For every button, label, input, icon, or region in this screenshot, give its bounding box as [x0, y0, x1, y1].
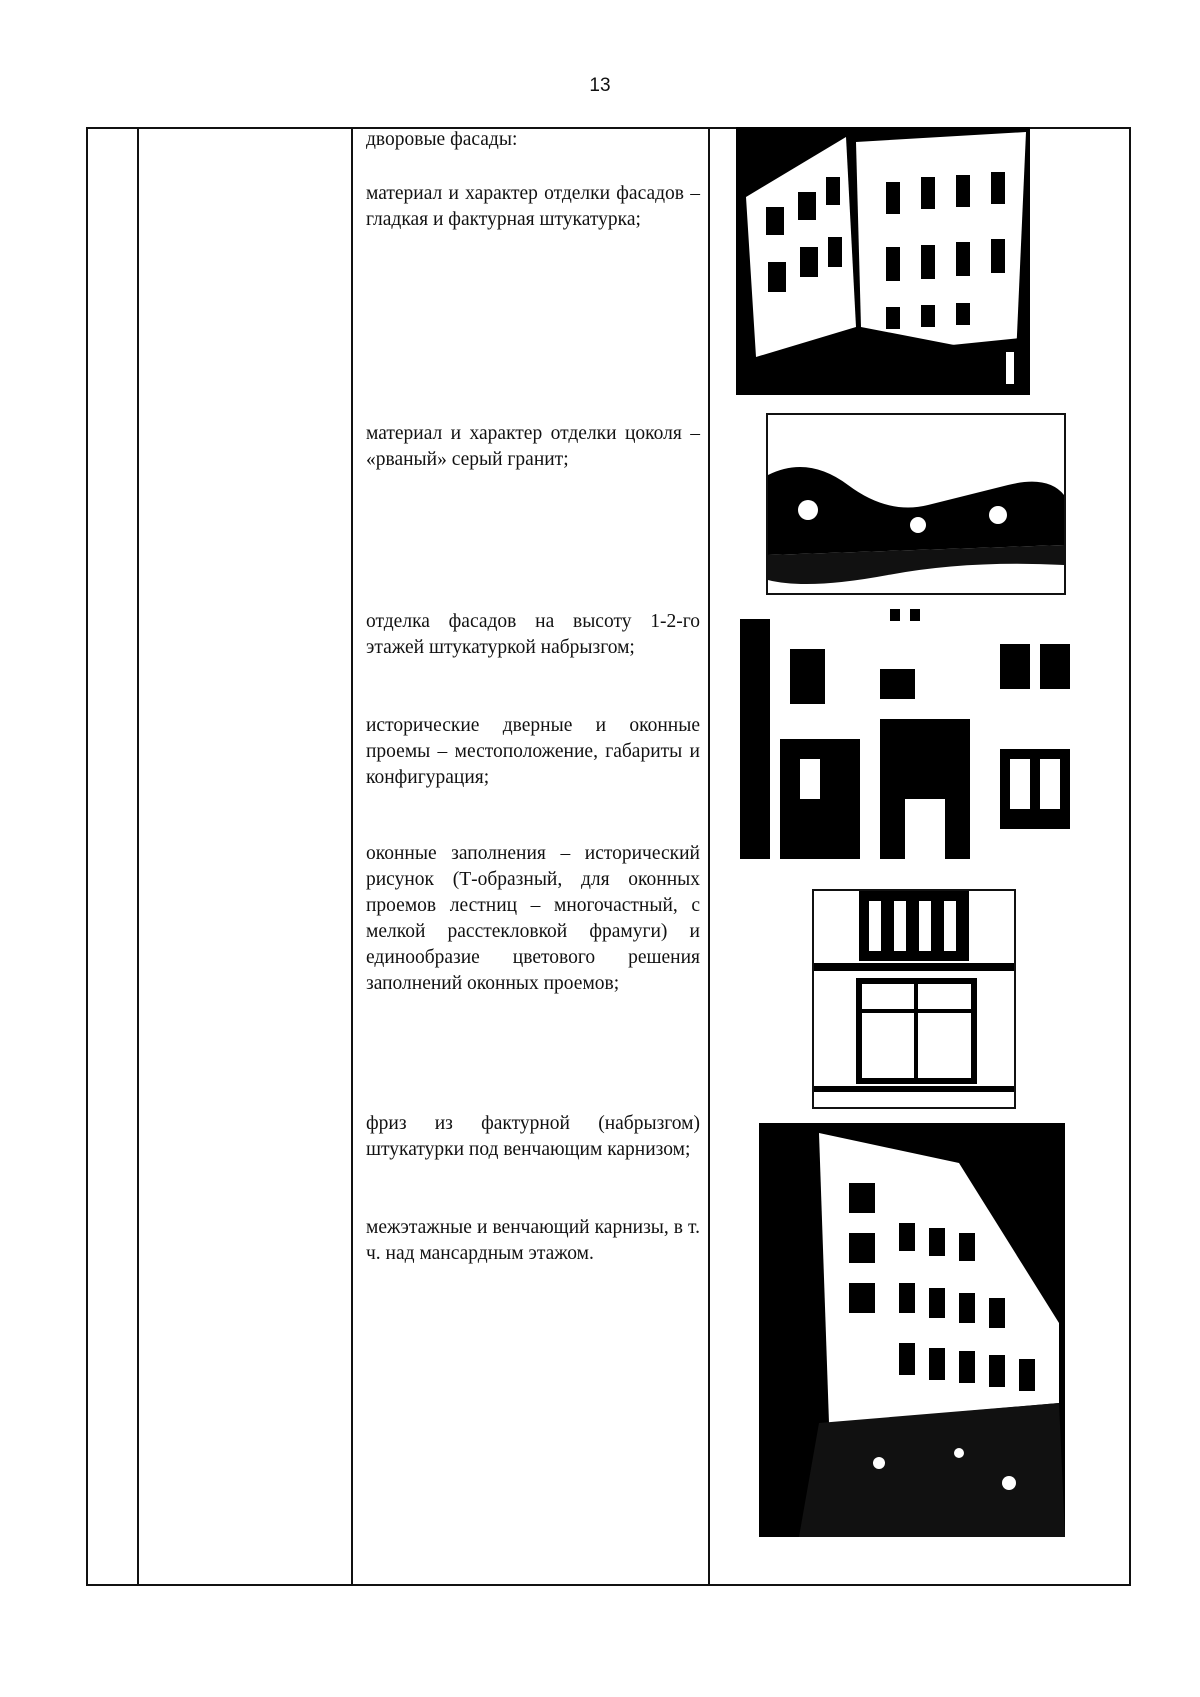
photo-window-filling	[812, 889, 1016, 1109]
photo-cornices-frieze	[759, 1123, 1065, 1537]
table-bottom-border	[86, 1584, 1131, 1586]
paragraph-openings: исторические дверные и оконные проемы – местоположение, габариты и конфигурация;	[366, 715, 700, 788]
table-border-col1	[137, 127, 139, 1586]
table-border-left	[86, 127, 88, 1586]
paragraph-cornices: межэтажные и венчающий карнизы, в т. ч. над мансардным этажом.	[366, 1217, 700, 1264]
paragraph-plinth-finish: материал и характер отделки цоколя – «рваный» серый гранит;	[366, 423, 700, 470]
paragraph-courtyard-facades: дворовые фасады:	[366, 129, 518, 150]
photo-granite-plinth	[766, 413, 1066, 595]
photo-courtyard-facades	[736, 127, 1030, 395]
paragraph-facade-finish: материал и характер отделки фасадов – гладкая и фактурная штукатурка;	[366, 183, 700, 230]
table-border-col3	[708, 127, 710, 1586]
table-border-right	[1129, 127, 1131, 1586]
paragraph-window-fillings: оконные заполнения – исторический рисунок (Т-образный, для оконных проемов лестниц – многочастный, с мелкой расстекловкой фрамуги) и единообразие цветового решения заполнений оконных проемов;	[366, 843, 700, 994]
table-border-col2	[351, 127, 353, 1586]
page-number: 13	[589, 75, 611, 96]
photo-courtyard-openings	[740, 609, 1084, 869]
paragraph-frieze: фриз из фактурной (набрызгом) штукатурки под венчающим карнизом;	[366, 1113, 700, 1160]
paragraph-spray-plaster: отделка фасадов на высоту 1-2-го этажей штукатуркой набрызгом;	[366, 611, 700, 658]
document-table	[86, 127, 1131, 1586]
